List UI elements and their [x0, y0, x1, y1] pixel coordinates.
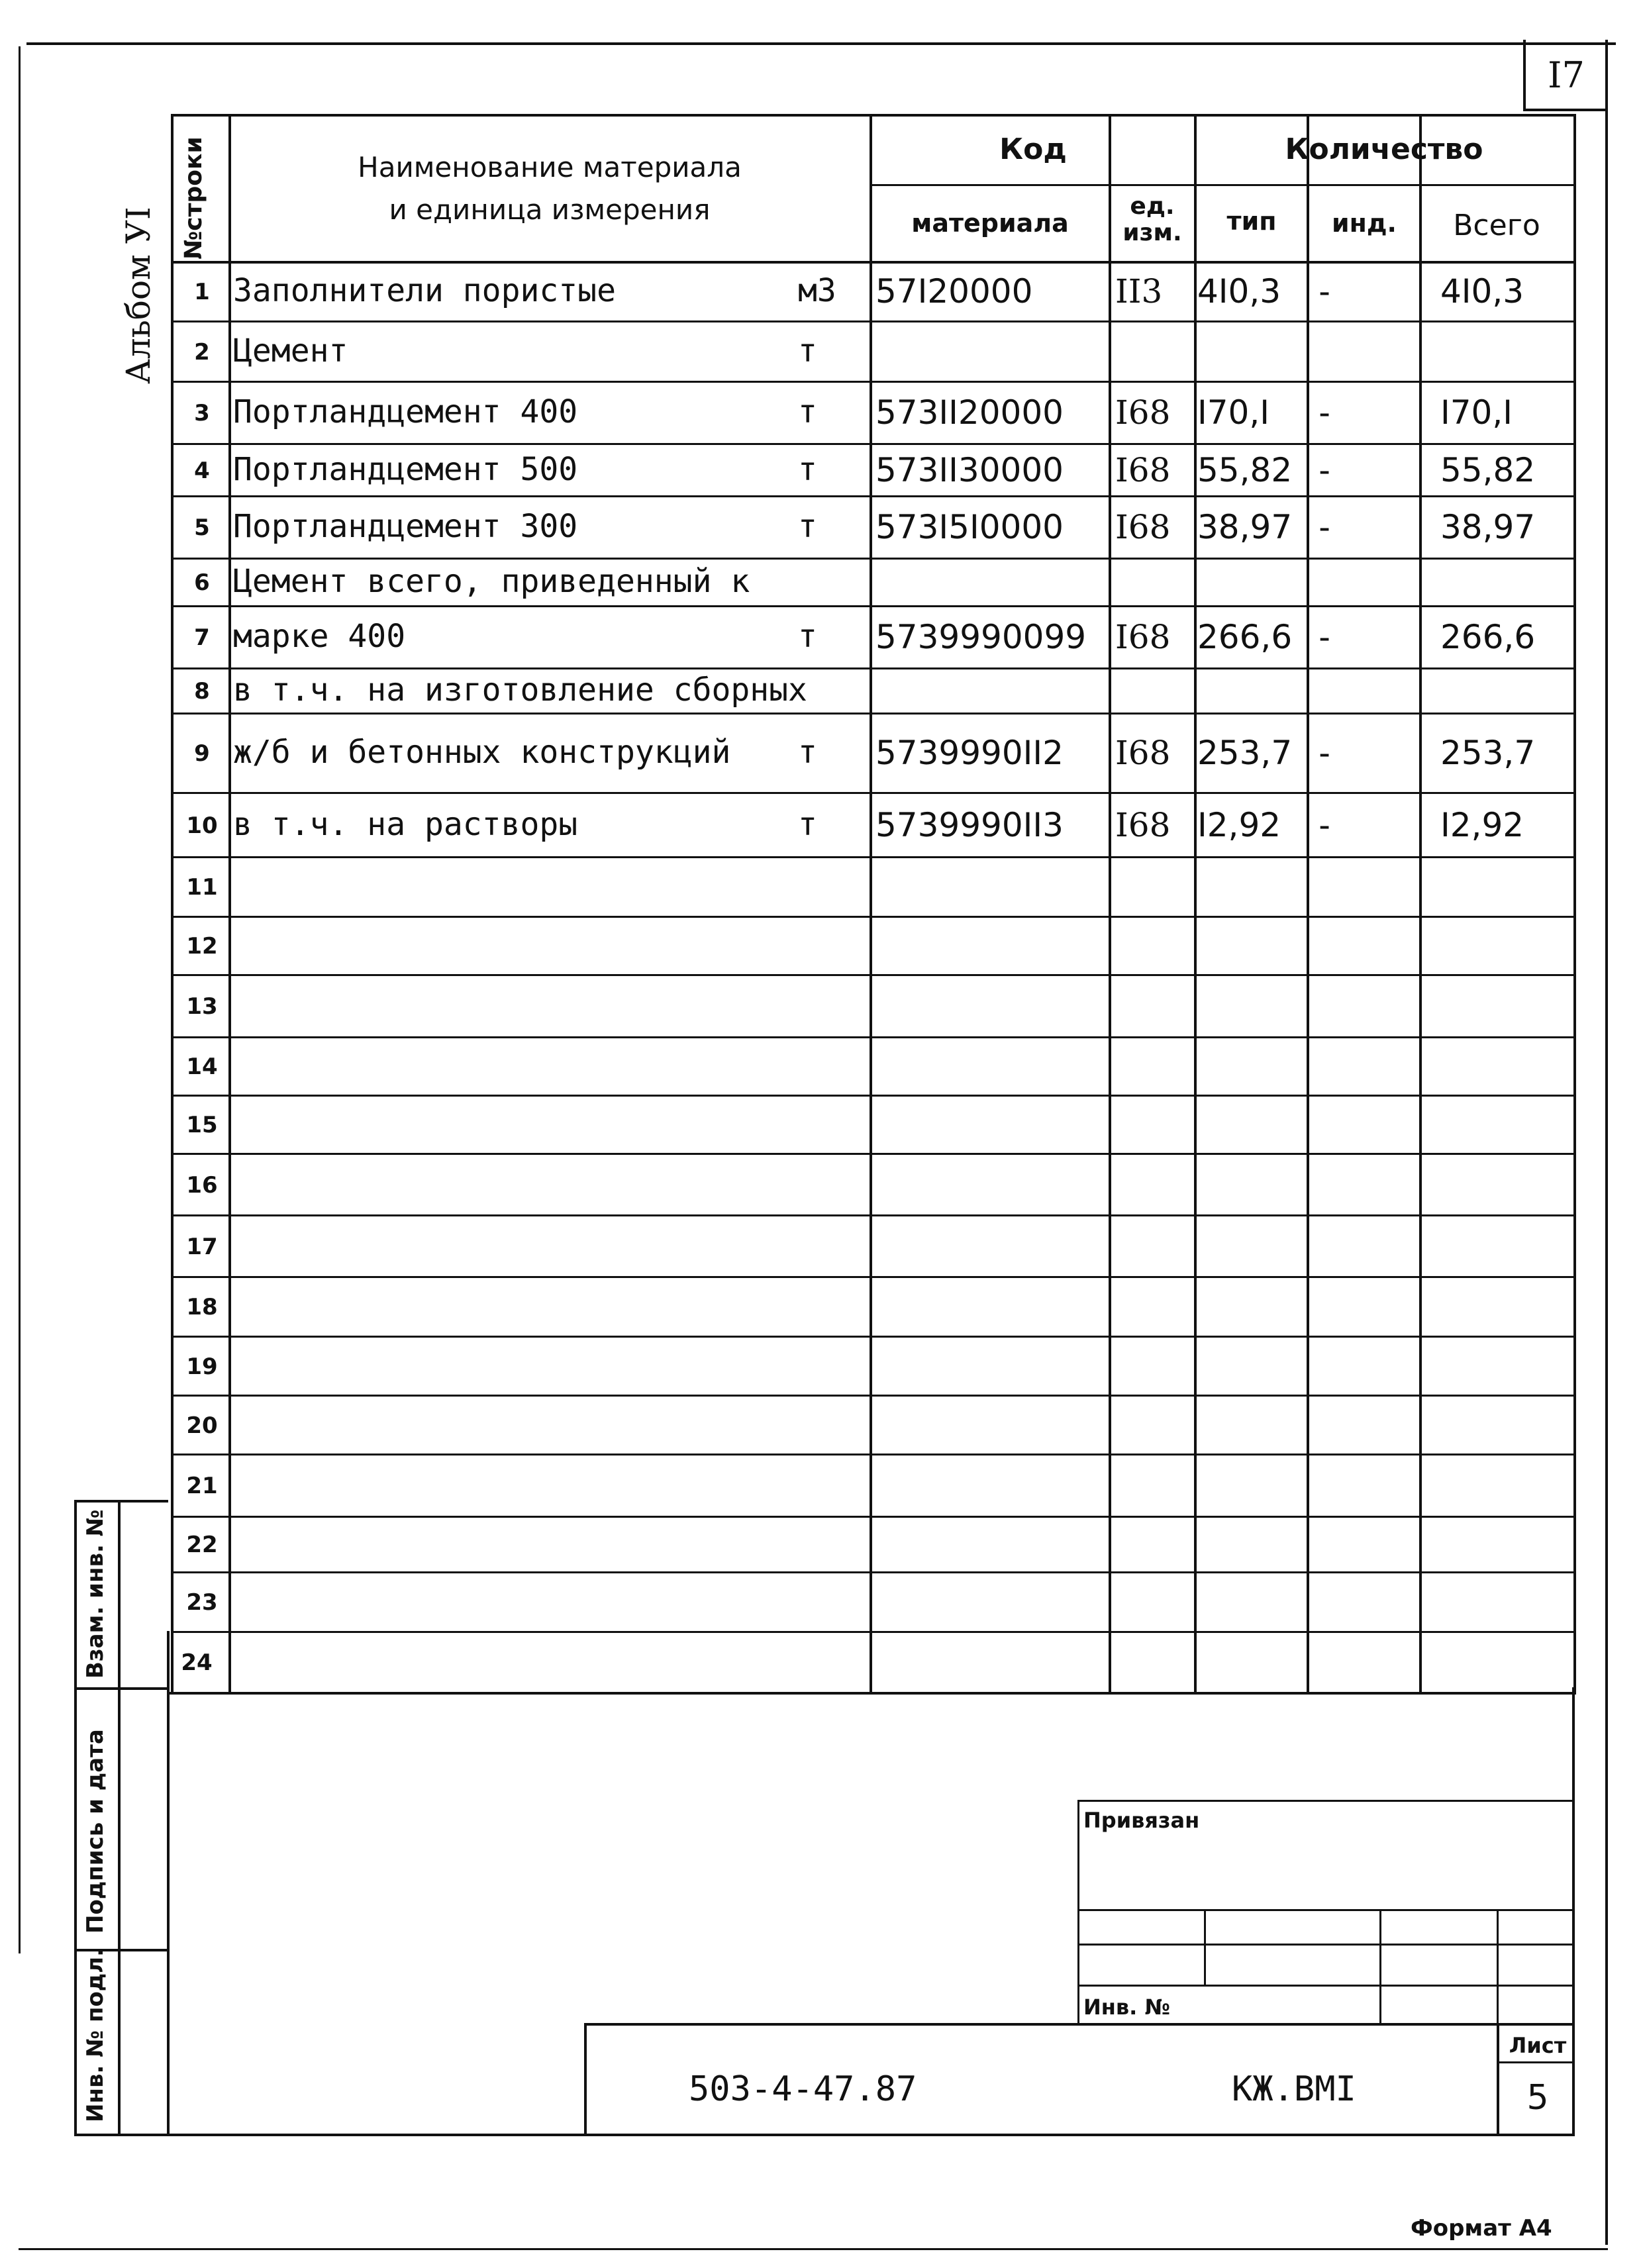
privyazan-col2 [1379, 1909, 1381, 2025]
row-number: 24 [181, 1650, 213, 1676]
page-number: I7 [1548, 54, 1585, 96]
quantity-ind: - [1315, 618, 1335, 656]
table-row-line [171, 792, 1573, 794]
row-number: 10 [186, 812, 218, 839]
material-name: ж/б и бетонных конструкций [233, 734, 731, 771]
material-name: Заполнители пористые [233, 272, 616, 309]
format-label: Формат А4 [1411, 2215, 1552, 2242]
material-unit: т [798, 734, 817, 771]
table-row-line [171, 1214, 1573, 1216]
table-row-line [171, 443, 1573, 445]
table-col-line [228, 114, 231, 1695]
page-box-bottom [1523, 109, 1608, 111]
unit-code: I68 [1115, 618, 1171, 656]
row-number: 1 [194, 279, 210, 305]
material-name: в т.ч. на изготовление сборных [233, 671, 807, 709]
privyazan-col1 [1204, 1909, 1206, 1985]
frame-left-line [19, 46, 21, 1953]
header-name-line2: и единица измерения [389, 193, 711, 226]
stamp-divider [118, 1500, 121, 2136]
unit-code: I68 [1115, 393, 1171, 432]
material-name: Портландцемент 400 [233, 393, 578, 430]
table-row-line [171, 974, 1573, 976]
quantity-ind: - [1315, 734, 1335, 772]
privyazan-label: Привязан [1083, 1808, 1200, 1833]
material-unit: т [798, 332, 817, 370]
album-label: Альбом УI [119, 207, 158, 384]
material-name: марке 400 [233, 618, 406, 655]
table-row-line [171, 856, 1573, 858]
table-col-line [1419, 114, 1422, 1695]
tb-bottom [167, 2134, 1575, 2136]
row-number: 2 [194, 338, 210, 366]
header-code-unit-line1: ед. [1130, 193, 1175, 220]
row-number: 16 [186, 1171, 218, 1199]
header-qty-total: Всего [1453, 209, 1540, 242]
header-qty-ind: инд. [1331, 209, 1397, 238]
frame-right-line [1605, 40, 1608, 2245]
row-number: 18 [186, 1294, 218, 1320]
table-row-line [171, 495, 1573, 497]
stamp-outer-left [74, 1500, 77, 2136]
material-name: Портландцемент 500 [233, 450, 578, 488]
quantity-total: I2,92 [1440, 805, 1524, 844]
quantity-type: 4I0,3 [1197, 272, 1281, 311]
header-row-number: №строки [180, 136, 207, 260]
table-col-line [1573, 114, 1576, 1695]
privyazan-left [1077, 1800, 1079, 2025]
material-code: 5739990II2 [875, 734, 1064, 772]
header-code-unit-line2: изм. [1122, 219, 1182, 246]
material-name: Цемент всего, приведенный к [233, 563, 750, 600]
material-code: 5739990099 [875, 618, 1087, 656]
row-number: 7 [194, 624, 210, 651]
quantity-total: 55,82 [1440, 450, 1536, 489]
stamp-sep1 [74, 1687, 168, 1690]
table-col-line [171, 114, 174, 1695]
quantity-total: 38,97 [1440, 508, 1536, 546]
material-code: 57I20000 [875, 272, 1033, 311]
material-name: в т.ч. на растворы [233, 805, 578, 843]
row-number: 3 [194, 400, 210, 426]
header-bottom-line [171, 261, 1573, 264]
material-code: 573II20000 [875, 393, 1064, 432]
table-col-line [870, 114, 872, 1695]
quantity-ind: - [1315, 805, 1335, 844]
header-quantity: Количество [1285, 132, 1483, 166]
row-number: 14 [186, 1054, 218, 1080]
material-name: Портландцемент 300 [233, 508, 578, 545]
unit-code: II3 [1115, 272, 1163, 311]
sheet-box-left [1497, 2023, 1499, 2136]
table-row-line [171, 1036, 1573, 1038]
quantity-total: 4I0,3 [1440, 272, 1524, 311]
tb-right [1572, 1687, 1575, 2136]
quantity-type: 55,82 [1197, 450, 1293, 489]
quantity-total: I70,I [1440, 393, 1513, 432]
table-row-line [171, 1276, 1573, 1278]
row-number: 4 [194, 457, 210, 484]
table-col-line [1194, 114, 1197, 1695]
quantity-ind: - [1315, 508, 1335, 546]
material-unit: т [798, 393, 817, 430]
table-row-line [171, 320, 1573, 322]
table-col-line [1109, 114, 1111, 1695]
quantity-ind: - [1315, 450, 1335, 489]
table-row-line [171, 605, 1573, 607]
table-row-line [171, 1571, 1573, 1573]
table-row-line [171, 1454, 1573, 1455]
quantity-type: I70,I [1197, 393, 1270, 432]
row-number: 21 [186, 1473, 218, 1499]
privyazan-row3 [1077, 1985, 1574, 1987]
stamp-podpis: Подпись и дата [82, 1729, 109, 1934]
row-number: 6 [194, 569, 210, 596]
sheet-label: Лист [1509, 2033, 1567, 2058]
stamp-inv: Инв. № подл. [82, 1948, 109, 2122]
quantity-ind: - [1315, 393, 1335, 432]
quantity-type: I2,92 [1197, 805, 1281, 844]
header-code-unit [1110, 193, 1195, 246]
row-number: 15 [186, 1112, 218, 1138]
table-top-border [171, 114, 1573, 117]
privyazan-top [1077, 1800, 1574, 1802]
stamp-vzam: Взам. инв. № [82, 1509, 109, 1679]
table-row-line [171, 713, 1573, 715]
row-number: 11 [186, 874, 218, 901]
table-row-line [171, 1095, 1573, 1097]
material-code: 573II30000 [875, 450, 1064, 489]
material-unit: т [798, 450, 817, 488]
sheet-number: 5 [1526, 2078, 1549, 2118]
quantity-total: 266,6 [1440, 618, 1536, 656]
frame-bottom-line [19, 2248, 1608, 2250]
quantity-type: 266,6 [1197, 618, 1293, 656]
quantity-type: 38,97 [1197, 508, 1293, 546]
header-name: Наименование материала [358, 151, 742, 183]
quantity-type: 253,7 [1197, 734, 1293, 772]
page-box-left [1523, 40, 1526, 111]
privyazan-col3 [1497, 1909, 1499, 2025]
table-row-line [171, 1395, 1573, 1397]
unit-code: I68 [1115, 805, 1171, 844]
table-row-line [171, 916, 1573, 918]
frame-top-line [26, 42, 1616, 45]
material-unit: т [798, 618, 817, 655]
inv-no-label: Инв. № [1083, 1995, 1170, 2020]
table-row-line [171, 1516, 1573, 1518]
row-number: 17 [186, 1233, 218, 1260]
unit-code: I68 [1115, 450, 1171, 489]
stamp-bottom [74, 2134, 168, 2136]
doc-block-left [584, 2023, 587, 2136]
row-number: 9 [194, 740, 210, 767]
sheet-box-mid [1497, 2061, 1574, 2063]
doc-number: 503-4-47.87 [689, 2069, 917, 2109]
quantity-ind: - [1315, 272, 1335, 311]
row-number: 12 [186, 933, 218, 960]
privyazan-row2 [1077, 1944, 1574, 1946]
row-number: 23 [186, 1589, 218, 1616]
material-unit: т [798, 805, 817, 843]
header-qty-type: тип [1226, 207, 1277, 236]
header-code-material: материала [911, 209, 1069, 238]
table-col-line [1307, 114, 1309, 1695]
material-unit: т [798, 508, 817, 545]
table-row-line [171, 558, 1573, 560]
tb-left [167, 1687, 170, 2136]
row-number: 22 [186, 1532, 218, 1558]
row-number: 20 [186, 1412, 218, 1439]
row-24-left [167, 1631, 170, 1692]
header-code: Код [999, 132, 1067, 166]
material-unit: м3 [798, 272, 836, 309]
row-number: 13 [186, 993, 218, 1020]
unit-code: I68 [1115, 734, 1171, 772]
material-code: 573I5I0000 [875, 508, 1064, 546]
quantity-total: 253,7 [1440, 734, 1536, 772]
table-row-line [171, 667, 1573, 669]
table-row-line [171, 1336, 1573, 1338]
table-row-line [171, 1153, 1573, 1155]
row-number: 8 [194, 678, 210, 705]
material-code: 5739990II3 [875, 805, 1064, 844]
table-row-line [171, 1631, 1573, 1633]
unit-code: I68 [1115, 508, 1171, 546]
stamp-top [74, 1500, 168, 1503]
row-number: 19 [186, 1353, 218, 1380]
row-number: 5 [194, 515, 210, 541]
table-row-line [171, 381, 1573, 383]
header-mid-line [870, 184, 1573, 186]
doc-code: КЖ.ВМI [1232, 2069, 1356, 2109]
material-name: Цемент [233, 332, 348, 370]
doc-block-top [584, 2023, 1574, 2026]
privyazan-row1 [1077, 1909, 1574, 1911]
